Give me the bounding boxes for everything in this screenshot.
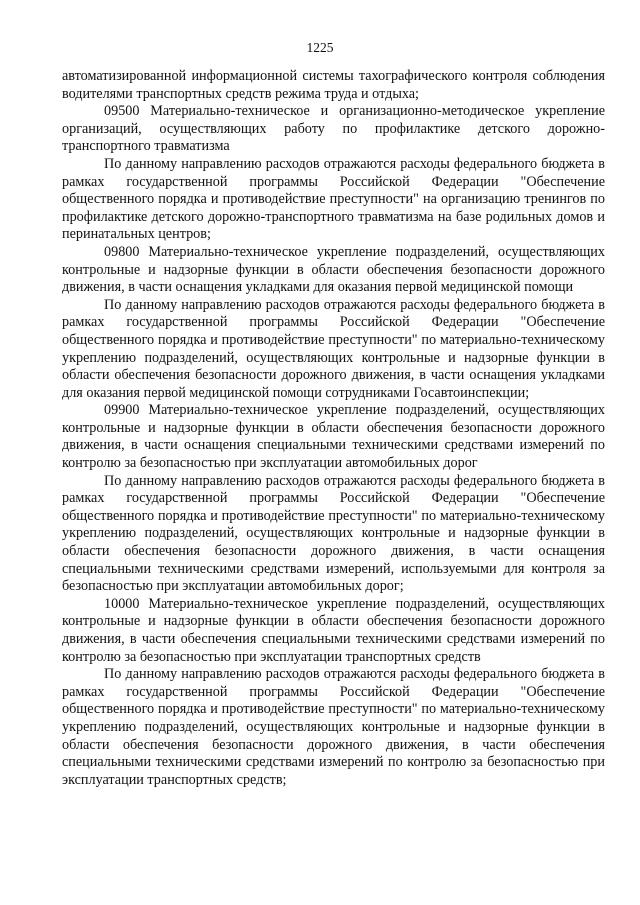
paragraph-09900-description: По данному направлению расходов отражаются расходы федерального бюджета в рамках государственной программы Российской Федерации "Обеспечение общественного порядка и противодействие преступности" по материально-техническому укреплению подразделений, осуществляющих контрольные и надзорные функции в области обеспечения безопасности дорожного движения, в части оснащения специальными техническими средствами измерений, используемыми для контроля за безопасностью при эксплуатации автомобильных дорог;: [62, 472, 605, 595]
paragraph-09500-description: По данному направлению расходов отражаются расходы федерального бюджета в рамках государственной программы Российской Федерации "Обеспечение общественного порядка и противодействие преступности" на организацию тренингов по профилактике детского дорожно-транспортного травматизма на базе родильных домов и перинатальных центров;: [62, 155, 605, 243]
paragraph-09800-description: По данному направлению расходов отражаются расходы федерального бюджета в рамках государственной программы Российской Федерации "Обеспечение общественного порядка и противодействие преступности" по материально-техническому укреплению подразделений, осуществляющих контрольные и надзорные функции в области обеспечения безопасности дорожного движения, в части оснащения укладками для оказания первой медицинской помощи сотрудниками Госавтоинспекции;: [62, 296, 605, 401]
document-body: [62, 68, 605, 789]
paragraph-code-09800: 09800 Материально-техническое укрепление подразделений, осуществляющих контрольные и надзорные функции в области обеспечения безопасности дорожного движения, в части оснащения укладками для оказания первой медицинской помощи: [62, 243, 605, 296]
page-number: 1225: [306, 40, 334, 55]
paragraph-10000-description: По данному направлению расходов отражаются расходы федерального бюджета в рамках государственной программы Российской Федерации "Обеспечение общественного порядка и противодействие преступности" по материально-техническому укреплению подразделений, осуществляющих контрольные и надзорные функции в области обеспечения безопасности дорожного движения, в части обеспечения специальными техническими средствами измерений по контролю за безопасностью при эксплуатации транспортных средств;: [62, 666, 605, 788]
paragraph-code-09500: 09500 Материально-техническое и организационно-методическое укрепление организаций, осуществляющих работу по профилактике детского дорожно-транспортного травматизма: [62, 103, 605, 155]
paragraph-code-10000: 10000 Материально-техническое укрепление подразделений, осуществляющих контрольные и надзорные функции в области обеспечения безопасности дорожного движения, в части обеспечения специальными техническими средствами измерений по контролю за безопасностью при эксплуатации транспортных средств: [62, 595, 605, 665]
paragraph-code-09900: 09900 Материально-техническое укрепление подразделений, осуществляющих контрольные и надзорные функции в области обеспечения безопасности дорожного движения, в части оснащения специальными техническими средствами измерений по контролю за безопасностью при эксплуатации автомобильных дорог: [62, 402, 605, 472]
paragraph-continuation: автоматизированной информационной системы тахографического контроля соблюдения водителями транспортных средств режима труда и отдыха;: [62, 68, 605, 102]
